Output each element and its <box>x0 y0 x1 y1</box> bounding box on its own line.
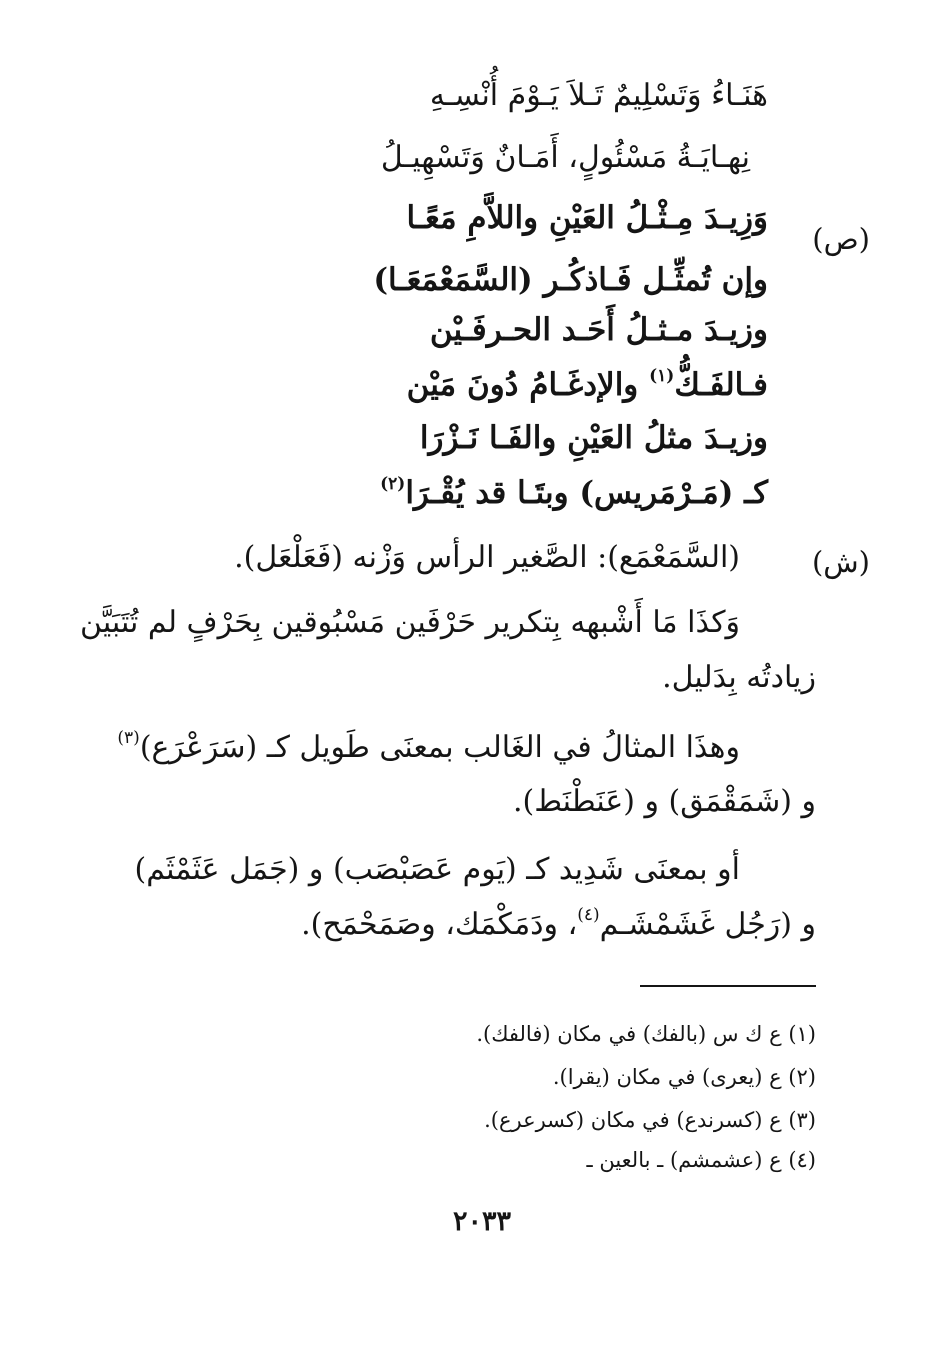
footnote-separator <box>640 985 816 987</box>
matn-line-1: وَزِيـدَ مِـثْـلُ العَيْنِ واللاَّمِ مَعًـا <box>406 200 768 236</box>
footnote-4: (٤) ع (عشمشم) ـ بالعين ـ <box>586 1148 816 1172</box>
matn-line-3: وزيـدَ مـثـلُ أَحَـد الحـرفَـيْن <box>429 312 768 348</box>
footnote-ref-2: (٢) <box>380 474 406 494</box>
page-number: ٢٠٣٣ <box>452 1206 511 1237</box>
sharh-p3-line-2-part-2: ، ودَمَكْمَك، وصَمَحْمَح). <box>301 907 578 942</box>
footnote-3: (٣) ع (كسرندع) في مكان (كسرعرع). <box>484 1108 816 1132</box>
matn-line-4-part-1: فـالفَـكُّ <box>674 367 768 403</box>
sharh-p2-line-1-text: وهذَا المثالُ في الغَالب بمعنَى طَويل كـ (سَرَعْرَع) <box>139 730 740 765</box>
sharh-marker: (ش) <box>811 545 870 579</box>
matn-line-4 <box>407 366 768 403</box>
footnote-1: (١) ع ك س (بالفك) في مكان (فالفك). <box>476 1022 816 1046</box>
sharh-first-line: (السَّمَعْمَع): الصَّغير الرأس وَزْنه (فَعَلْعَل). <box>234 540 740 575</box>
matn-line-6 <box>380 474 768 511</box>
matn-line-4-part-2: والإدغَـامُ دُونَ مَيْن <box>406 367 650 403</box>
matn-marker: (ص) <box>812 222 870 256</box>
footnote-ref-1: (١) <box>649 366 675 386</box>
sharh-p2-line-1 <box>117 728 740 765</box>
sharh-p3-line-2-part-1: و (رَجُل غَشَمْشَـم <box>599 907 816 942</box>
footnote-2: (٢) ع (يعرى) في مكان (يقرا). <box>552 1065 816 1089</box>
footnote-ref-3: (٣) <box>117 728 140 748</box>
matn-line-6-text: كـ (مَـرْمَريس) وبتَـا قد يُقْـرَا <box>405 475 768 511</box>
sharh-p3-line-1: أو بمعنَى شَدِيد كـ (يَوم عَصَبْصَب) و (جَمَل عَثَمْثَم) <box>134 852 740 887</box>
intro-verse-line-2: نِهـايَـةُ مَسْئُولٍ، أَمَـانٌ وَتَسْهِيـلُ <box>380 140 750 175</box>
sharh-p2-line-2: و (شَمَقْمَق) و (عَنَطْنَط). <box>512 784 816 819</box>
matn-line-2: وإن تُمثِّـل فَـاذكُـر (السَّمَعْمَعَـا) <box>373 262 768 298</box>
intro-verse-line-1: هَنَـاءُ وَتَسْلِيمٌ تَـلاَ يَـوْمَ أُنْسِـهِ <box>429 78 768 113</box>
matn-line-5: وزيـدَ مثلُ العَيْنِ والفَـا نَـزْرَا <box>419 420 768 456</box>
sharh-p1-line-1: وَكذَا مَا أَشْبهه بِتكرير حَرْفَين مَسْبُوقين بِحَرْفٍ لم تُتَبَيَّن <box>80 605 740 640</box>
footnote-ref-4: (٤) <box>577 905 600 925</box>
sharh-p1-line-2: زيادتُه بِدَليل. <box>662 660 816 695</box>
sharh-p3-line-2 <box>301 905 816 942</box>
